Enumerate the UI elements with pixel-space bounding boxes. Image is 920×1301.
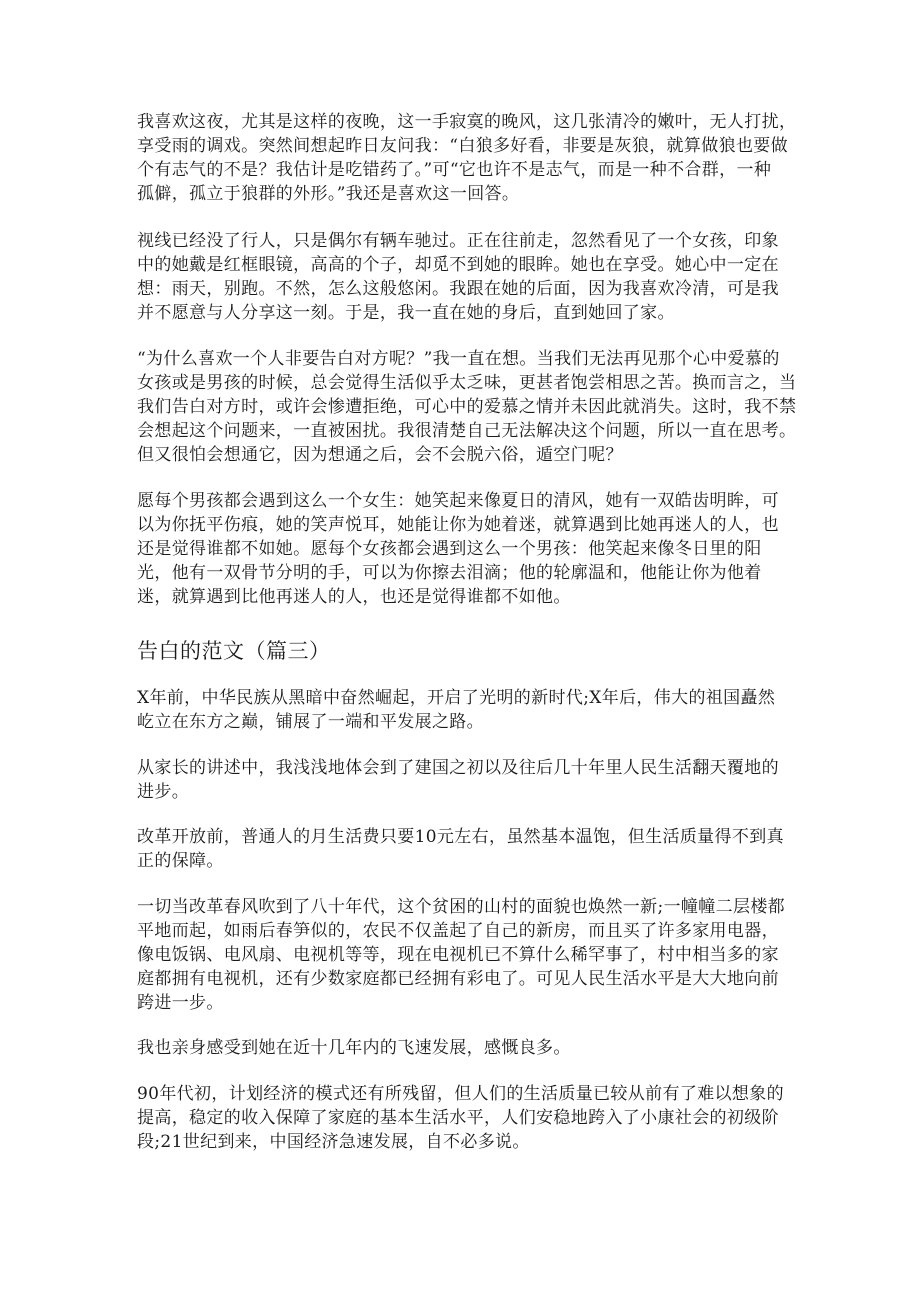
text-line: 愿每个男孩都会遇到这么一个女生：她笑起来像夏日的清风，她有一双皓齿明眸，可 — [137, 491, 779, 511]
text-line: X年前，中华民族从黑暗中奋然崛起，开启了光明的新时代;X年后，伟大的祖国矗然 — [137, 688, 776, 708]
text-line: 从家长的讲述中，我浅浅地体会到了建国之初以及往后几十年里人民生活翻天覆地的 — [137, 758, 779, 778]
text-line: 庭都拥有电视机，还有少数家庭都已经拥有彩电了。可见人民生活水平是大大地向前 — [137, 969, 779, 989]
text-line: 女孩或是男孩的时候，总会觉得生活似乎太乏味，更甚者饱尝相思之苦。换而言之，当 — [137, 373, 797, 393]
text-line: 孤僻，孤立于狼群的外形。”我还是喜欢这一回答。 — [137, 184, 520, 204]
text-line: 迷，就算遇到比他再迷人的人，也还是觉得谁都不如他。 — [137, 587, 571, 607]
text-line: 我喜欢这夜，尤其是这样的夜晚，这一手寂寞的晚风，这几张清冷的嫩叶，无人打扰， — [137, 112, 797, 132]
text-line: 我也亲身感受到她在近十几年内的飞速发展，感慨良多。 — [137, 1038, 571, 1058]
text-line: 90年代初，计划经济的模式还有所残留，但人们的生活质量已较从前有了难以想象的 — [137, 1084, 784, 1104]
text-line: 还是觉得谁都不如她。愿每个女孩都会遇到这么一个男孩：他笑起来像冬日里的阳 — [137, 539, 762, 559]
text-line: 中的她戴是红框眼镜，高高的个子，却觅不到她的眼眸。她也在享受。她心中一定在 — [137, 255, 779, 275]
text-line: 跨进一步。 — [137, 993, 224, 1013]
text-line: 并不愿意与人分享这一刻。于是，我一直在她的身后，直到她回了家。 — [137, 303, 675, 323]
text-line: 但又很怕会想通它，因为想通之后，会不会脱六俗，遁空门呢？ — [137, 445, 623, 465]
text-line: 我们告白对方时，或许会惨遭拒绝，可心中的爱慕之情并未因此就消失。这时，我不禁 — [137, 397, 797, 417]
text-line: 会想起这个问题来，一直被困扰。我很清楚自己无法解决这个问题，所以一直在思考。 — [137, 421, 797, 441]
text-line: 享受雨的调戏。突然间想起昨日友问我：“白狼多好看，非要是灰狼，就算做狼也要做 — [137, 136, 788, 156]
text-line: 进步。 — [137, 782, 190, 802]
text-line: 改革开放前，普通人的月生活费只要10元左右，虽然基本温饱，但生活质量得不到真 — [137, 827, 784, 847]
text-line: 段;21世纪到来，中国经济急速发展，自不必多说。 — [137, 1132, 530, 1152]
text-line: 视线已经没了行人，只是偶尔有辆车驰过。正在往前走，忽然看见了一个女孩，印象 — [137, 231, 779, 251]
text-line: “为什么喜欢一个人非要告白对方呢？”我一直在想。当我们无法再见那个心中爱慕的 — [137, 349, 780, 369]
text-line: 一切当改革春风吹到了八十年代，这个贫困的山村的面貌也焕然一新;一幢幢二层楼都 — [137, 897, 786, 917]
section-heading: 告白的范文（篇三） — [137, 639, 331, 663]
text-line: 个有志气的不是？我估计是吃错药了。”可“它也许不是志气，而是一种不合群，一种 — [137, 160, 772, 180]
text-line: 以为你抚平伤痕，她的笑声悦耳，她能让你为她着迷，就算遇到比她再迷人的人，也 — [137, 515, 779, 535]
text-line: 想：雨天，别跑。不然，怎么这般悠闲。我跟在她的后面，因为我喜欢冷清，可是我 — [137, 279, 779, 299]
text-line: 平地而起，如雨后春笋似的，农民不仅盖起了自己的新房，而且买了许多家用电器， — [137, 921, 779, 941]
text-line: 正的保障。 — [137, 851, 224, 871]
text-line: 提高，稳定的收入保障了家庭的基本生活水平，人们安稳地跨入了小康社会的初级阶 — [137, 1108, 779, 1128]
text-line: 像电饭锅、电风扇、电视机等等，现在电视机已不算什么稀罕事了，村中相当多的家 — [137, 945, 779, 965]
text-line: 光，他有一双骨节分明的手，可以为你擦去泪滴；他的轮廓温和，他能让你为他着 — [137, 563, 762, 583]
text-line: 屹立在东方之巅，铺展了一端和平发展之路。 — [137, 712, 484, 732]
